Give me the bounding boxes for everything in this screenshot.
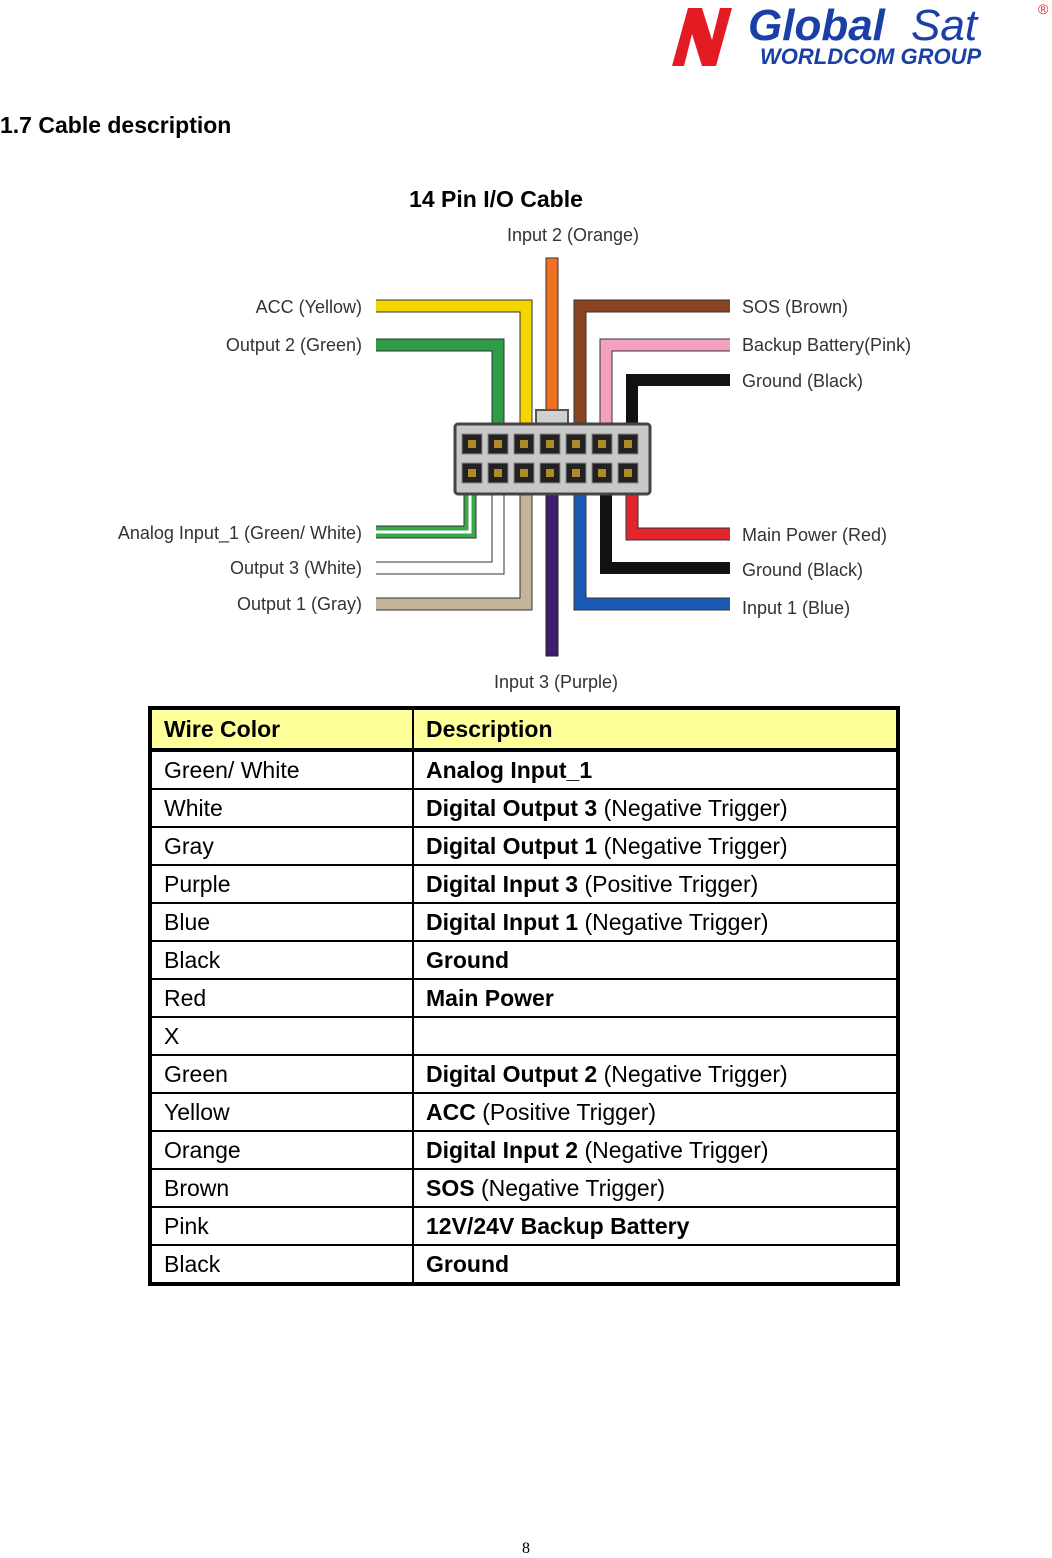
cell-description (413, 865, 898, 903)
cell-description (413, 1017, 898, 1055)
cell-color: Pink (150, 1207, 413, 1245)
table-row (150, 1055, 898, 1093)
cell-color: X (150, 1017, 413, 1055)
table-row (150, 1093, 898, 1131)
wire-orange (546, 258, 558, 428)
table-row (150, 789, 898, 827)
cell-description (413, 903, 898, 941)
cell-description (413, 827, 898, 865)
cell-color: Yellow (150, 1093, 413, 1131)
header-description: Description (413, 708, 898, 750)
cell-color: Brown (150, 1169, 413, 1207)
desc-bold: Main Power (426, 984, 554, 1011)
desc-rest: (Negative Trigger) (578, 908, 769, 935)
wire-color-table (148, 706, 900, 1286)
table-row (150, 941, 898, 979)
cell-description (413, 1055, 898, 1093)
logo-brand-global: Global (748, 1, 885, 50)
desc-bold: SOS (426, 1174, 475, 1201)
cell-color: Gray (150, 827, 413, 865)
cell-description (413, 941, 898, 979)
diagram-title: 14 Pin I/O Cable (409, 186, 583, 212)
wire-green-white (376, 492, 470, 532)
globalsat-logo (668, 0, 1052, 70)
table-row (150, 865, 898, 903)
table-row (150, 1017, 898, 1055)
wire-purple (546, 488, 558, 656)
desc-bold: Digital Output 3 (426, 794, 598, 821)
cell-description (413, 1207, 898, 1245)
desc-bold: Ground (426, 946, 510, 973)
wire-pink (606, 345, 730, 428)
cell-color: Black (150, 941, 413, 979)
label-backup-battery: Backup Battery(Pink) (742, 335, 912, 355)
wire-red (632, 492, 730, 534)
cell-color: Purple (150, 865, 413, 903)
label-ground-top: Ground (Black) (742, 371, 864, 391)
table-row (150, 1131, 898, 1169)
label-input1: Input 1 (Blue) (742, 598, 851, 618)
table-row (150, 1207, 898, 1245)
label-output1: Output 1 (Gray) (236, 594, 362, 614)
wire-green (376, 345, 498, 428)
cell-description (413, 1245, 898, 1284)
table-row (150, 750, 898, 789)
table-row (150, 1245, 898, 1284)
cell-description (413, 1131, 898, 1169)
desc-bold: Digital Input 2 (426, 1136, 579, 1163)
cell-color: Orange (150, 1131, 413, 1169)
logo-subtitle: WORLDCOM GROUP (760, 44, 982, 69)
cell-description (413, 1093, 898, 1131)
page-number: 8 (522, 1540, 530, 1557)
logo-brand-sat: Sat (911, 1, 978, 50)
pin-cable-diagram (0, 220, 1052, 700)
cell-color: Blue (150, 903, 413, 941)
desc-rest: (Negative Trigger) (597, 794, 788, 821)
desc-rest: (Positive Trigger) (578, 870, 759, 897)
cell-color: Red (150, 979, 413, 1017)
connector-14pin (455, 410, 650, 494)
table-row (150, 827, 898, 865)
desc-bold: Digital Input 1 (426, 908, 579, 935)
label-ground-bottom: Ground (Black) (742, 560, 864, 580)
cell-color: Green (150, 1055, 413, 1093)
header-wire-color: Wire Color (150, 708, 413, 750)
cell-description (413, 750, 898, 789)
cell-color: Green/ White (150, 750, 413, 789)
desc-bold: Digital Input 3 (426, 870, 579, 897)
wire-black-top (632, 380, 730, 428)
cell-description (413, 1169, 898, 1207)
logo-mark (672, 8, 732, 66)
table-row (150, 1169, 898, 1207)
label-output3: Output 3 (White) (229, 558, 362, 578)
label-input3: Input 3 (Purple) (493, 672, 619, 692)
desc-rest: (Positive Trigger) (475, 1098, 657, 1125)
desc-bold: Ground (426, 1250, 510, 1277)
label-analog-input: Analog Input_1 (Green/ White) (117, 523, 362, 543)
desc-rest: (Negative Trigger) (597, 1060, 788, 1087)
desc-bold: Digital Output 1 (426, 832, 598, 859)
desc-bold: Analog Input_1 (426, 756, 593, 783)
logo-registered: ® (1038, 1, 1049, 17)
cell-description (413, 979, 898, 1017)
table-row (150, 903, 898, 941)
desc-bold: 12V/24V Backup Battery (426, 1212, 690, 1239)
table-row (150, 979, 898, 1017)
desc-rest: (Negative Trigger) (597, 832, 788, 859)
table-header-row (150, 708, 898, 750)
cell-description (413, 789, 898, 827)
desc-rest: (Negative Trigger) (474, 1174, 666, 1201)
cell-color: White (150, 789, 413, 827)
section-title: 1.7 Cable description (0, 112, 232, 138)
desc-bold: ACC (426, 1098, 476, 1125)
label-input2: Input 2 (Orange) (506, 225, 640, 245)
desc-rest: (Negative Trigger) (578, 1136, 769, 1163)
label-main-power: Main Power (Red) (742, 525, 888, 545)
label-acc: ACC (Yellow) (255, 297, 362, 317)
label-output2: Output 2 (Green) (225, 335, 362, 355)
label-sos: SOS (Brown) (742, 297, 849, 317)
cell-color: Black (150, 1245, 413, 1284)
desc-bold: Digital Output 2 (426, 1060, 598, 1087)
